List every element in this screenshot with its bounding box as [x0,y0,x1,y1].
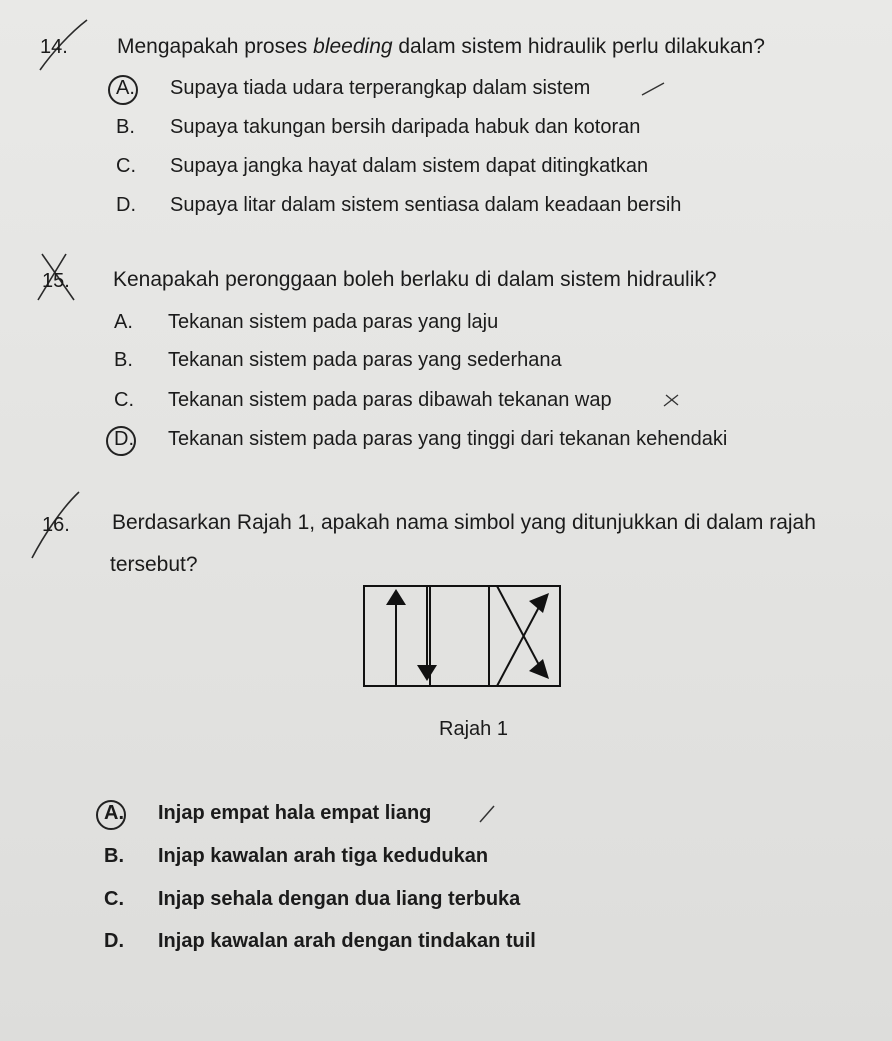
valve-symbol-figure [363,585,563,689]
figure-caption: Rajah 1 [439,718,508,740]
cross-mark [662,392,682,408]
question-text-16-line1: Berdasarkan Rajah 1, apakah nama simbol yang ditunjukkan di dalam rajah [112,511,816,534]
arrowhead-cross-2 [529,593,549,613]
question-text-15: Kenapakah peronggaan boleh berlaku di dalam sistem hidraulik? [113,268,717,291]
arrowhead-down [417,665,437,681]
flow-line-cross-2 [497,607,539,686]
question-number-15: 15. [42,270,70,292]
arrowhead-cross-1 [529,659,549,679]
flow-line-cross-1 [497,586,539,665]
question-number-16: 16. [42,514,70,536]
check-mark [476,802,500,826]
question-text-16-line2: tersebut? [110,553,198,576]
question-text-14: Mengapakah proses bleeding dalam sistem hidraulik perlu dilakukan? [117,35,765,58]
check-mark [640,79,670,99]
question-number-14: 14. [40,36,68,58]
